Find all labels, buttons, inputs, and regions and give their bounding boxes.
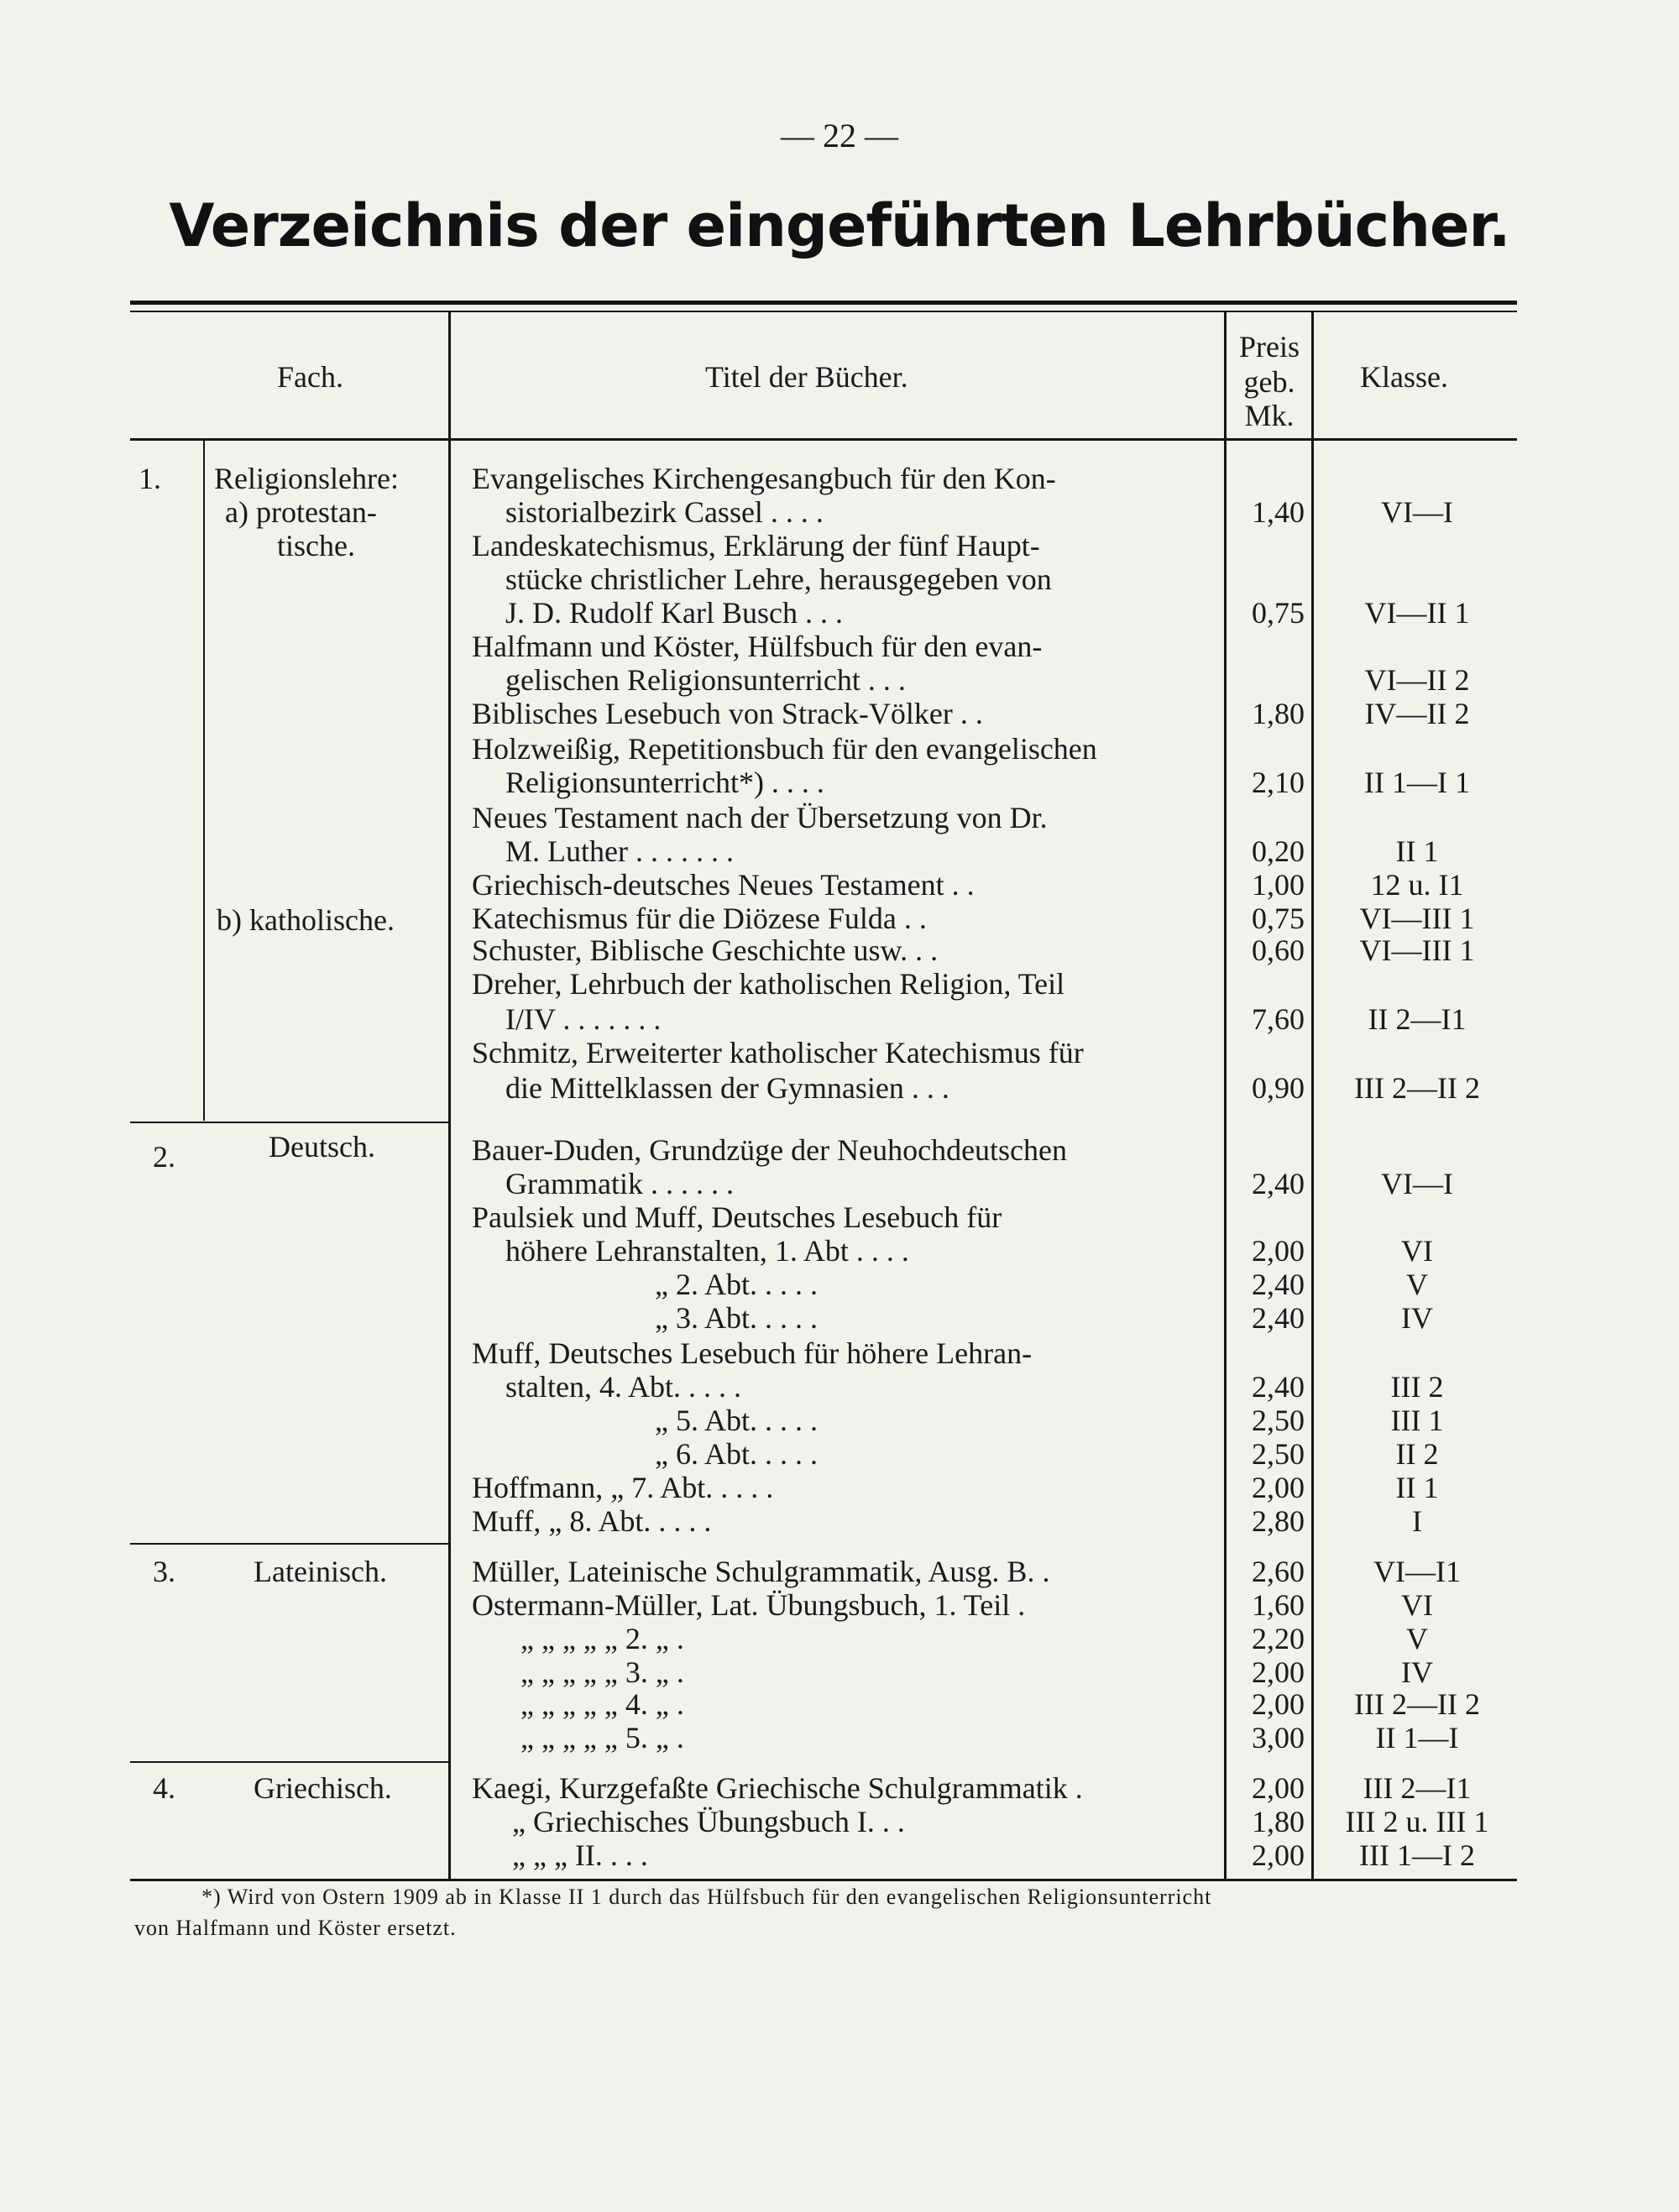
- top-rule-thick: [130, 301, 1517, 305]
- price: 2,00: [1252, 1471, 1305, 1504]
- sep-rule-1: [130, 1122, 449, 1123]
- section-4-name: Griechisch.: [254, 1771, 392, 1805]
- footnote-line-1: *) Wird von Ostern 1909 ab in Klasse II 1 durch das Hülfsbuch für den evangelischen Religionsunterricht: [201, 1885, 1212, 1909]
- title-line: „ 3. Abt. . . . .: [655, 1301, 818, 1335]
- price: 2,20: [1252, 1622, 1305, 1655]
- title-line: „ „ „ „ „ 3. „ .: [520, 1655, 684, 1689]
- section-2-number: 2.: [153, 1140, 175, 1174]
- price: 1,40: [1252, 495, 1305, 529]
- price: 0,75: [1252, 902, 1305, 935]
- title-line: höhere Lehranstalten, 1. Abt . . . .: [505, 1234, 909, 1268]
- title-line: M. Luther . . . . . . .: [505, 834, 734, 868]
- klasse: III 2: [1390, 1370, 1444, 1404]
- price: 2,40: [1252, 1167, 1305, 1200]
- price: 0,60: [1252, 933, 1305, 967]
- header-preis-3: Mk.: [1244, 399, 1295, 432]
- klasse: I: [1412, 1504, 1422, 1538]
- title-line: Holzweißig, Repetitionsbuch für den evangelischen: [472, 732, 1097, 766]
- header-titel: Titel der Bücher.: [705, 360, 908, 394]
- klasse: VI—III 1: [1359, 902, 1475, 935]
- col-line-preis-klasse: [1311, 312, 1314, 1880]
- price: 1,00: [1252, 868, 1305, 902]
- klasse: II 2: [1395, 1437, 1439, 1471]
- klasse: VI: [1401, 1234, 1433, 1268]
- klasse: II 2—I1: [1368, 1002, 1467, 1036]
- header-preis-2: geb.: [1243, 365, 1295, 399]
- klasse: III 2 u. III 1: [1345, 1805, 1489, 1838]
- price: 0,90: [1252, 1071, 1305, 1105]
- title-line: Kaegi, Kurzgefaßte Griechische Schulgrammatik .: [472, 1771, 1083, 1805]
- col-line-fach-titel: [448, 312, 451, 1880]
- klasse: V: [1406, 1622, 1428, 1655]
- klasse: VI—II 1: [1364, 596, 1470, 630]
- price: 1,80: [1252, 697, 1305, 730]
- klasse: V: [1406, 1268, 1428, 1301]
- price: 2,80: [1252, 1504, 1305, 1538]
- section-3-name: Lateinisch.: [254, 1555, 387, 1588]
- price: 2,40: [1252, 1268, 1305, 1301]
- title-line: Griechisch-deutsches Neues Testament . .: [472, 868, 975, 902]
- title-line: „ 2. Abt. . . . .: [655, 1268, 818, 1301]
- price: 2,00: [1252, 1234, 1305, 1268]
- price: 1,80: [1252, 1805, 1305, 1838]
- klasse: III 1—I 2: [1359, 1838, 1475, 1872]
- title-line: „ „ „ „ „ 4. „ .: [520, 1687, 684, 1721]
- col-line-fach-inner: [203, 441, 205, 1121]
- sep-rule-2: [130, 1543, 449, 1545]
- klasse: III 2—II 2: [1354, 1687, 1480, 1721]
- title-line: Landeskatechismus, Erklärung der fünf Haupt-: [472, 529, 1040, 562]
- klasse: II 1—I: [1375, 1721, 1459, 1754]
- title-line: Neues Testament nach der Übersetzung von Dr.: [472, 801, 1048, 834]
- title-line: Biblisches Lesebuch von Strack-Völker . .: [472, 697, 983, 730]
- title-line: I/IV . . . . . . .: [505, 1002, 662, 1036]
- page-title: Verzeichnis der eingeführten Lehrbücher.: [169, 191, 1510, 260]
- price: 2,00: [1252, 1838, 1305, 1872]
- title-line: stalten, 4. Abt. . . . .: [505, 1370, 741, 1404]
- price: 2,50: [1252, 1404, 1305, 1437]
- price: 2,40: [1252, 1370, 1305, 1404]
- klasse: IV—II 2: [1364, 697, 1470, 730]
- title-line: Schmitz, Erweiterter katholischer Katechismus für: [472, 1036, 1084, 1069]
- title-line: Muff, „ 8. Abt. . . . .: [472, 1504, 712, 1538]
- price: 2,00: [1252, 1771, 1305, 1805]
- title-line: Muff, Deutsches Lesebuch für höhere Lehran-: [472, 1336, 1033, 1370]
- klasse: II 1: [1395, 1471, 1439, 1504]
- section-1b-label: b) katholische.: [217, 903, 395, 937]
- top-rule-thin: [130, 311, 1517, 312]
- klasse: VI—II 2: [1364, 663, 1470, 697]
- klasse: IV: [1401, 1301, 1433, 1335]
- klasse: VI—I: [1381, 495, 1453, 529]
- title-line: „ „ „ „ „ 2. „ .: [520, 1622, 684, 1655]
- section-1a-label-2: tische.: [277, 529, 355, 562]
- title-line: Müller, Lateinische Schulgrammatik, Ausg. B. .: [472, 1555, 1050, 1588]
- title-line: stücke christlicher Lehre, herausgegeben von: [505, 562, 1052, 596]
- klasse: III 2—II 2: [1354, 1071, 1480, 1105]
- price: 0,20: [1252, 834, 1305, 868]
- title-line: „ „ „ II. . . .: [512, 1838, 648, 1872]
- price: 1,60: [1252, 1588, 1305, 1622]
- sep-rule-3: [130, 1761, 449, 1763]
- price: 3,00: [1252, 1721, 1305, 1754]
- klasse: 12 u. I1: [1370, 868, 1464, 902]
- klasse: II 1—I 1: [1364, 766, 1470, 799]
- price: 2,10: [1252, 766, 1305, 799]
- title-line: gelischen Religionsunterricht . . .: [505, 663, 906, 697]
- title-line: Bauer-Duden, Grundzüge der Neuhochdeutschen: [472, 1133, 1068, 1167]
- section-1-number: 1.: [139, 462, 161, 495]
- title-line: Hoffmann, „ 7. Abt. . . . .: [472, 1471, 774, 1504]
- title-line: sistorialbezirk Cassel . . . .: [505, 495, 824, 529]
- title-line: Dreher, Lehrbuch der katholischen Religion, Teil: [472, 967, 1065, 1001]
- header-preis-1: Preis: [1239, 330, 1300, 363]
- klasse: III 1: [1390, 1404, 1444, 1437]
- header-rule: [130, 438, 1517, 441]
- price: 0,75: [1252, 596, 1305, 630]
- page-number: — 22 —: [781, 117, 898, 154]
- klasse: II 1: [1395, 834, 1439, 868]
- title-line: Grammatik . . . . . .: [505, 1167, 734, 1200]
- klasse: VI: [1401, 1588, 1433, 1622]
- price: 2,00: [1252, 1655, 1305, 1689]
- title-line: „ „ „ „ „ 5. „ .: [520, 1721, 684, 1754]
- title-line: Katechismus für die Diözese Fulda . .: [472, 902, 927, 935]
- price: 2,60: [1252, 1555, 1305, 1588]
- klasse: III 2—I1: [1363, 1771, 1472, 1805]
- title-line: Ostermann-Müller, Lat. Übungsbuch, 1. Teil .: [472, 1588, 1026, 1622]
- title-line: Paulsiek und Muff, Deutsches Lesebuch für: [472, 1200, 1002, 1234]
- section-1-name: Religionslehre:: [214, 462, 399, 495]
- klasse: VI—III 1: [1359, 933, 1475, 967]
- section-4-number: 4.: [153, 1771, 175, 1805]
- section-3-number: 3.: [153, 1555, 175, 1588]
- col-line-titel-preis: [1224, 312, 1227, 1880]
- title-line: „ 6. Abt. . . . .: [655, 1437, 818, 1471]
- klasse: VI—I: [1381, 1167, 1453, 1200]
- header-fach: Fach.: [277, 360, 343, 394]
- price: 2,40: [1252, 1301, 1305, 1335]
- title-line: Halfmann und Köster, Hülfsbuch für den evan-: [472, 630, 1043, 663]
- title-line: Religionsunterricht*) . . . .: [505, 766, 824, 799]
- bottom-rule: [130, 1879, 1517, 1881]
- title-line: J. D. Rudolf Karl Busch . . .: [505, 596, 843, 630]
- footnote-line-2: von Halfmann und Köster ersetzt.: [134, 1916, 457, 1940]
- klasse: IV: [1401, 1655, 1433, 1689]
- price: 2,00: [1252, 1687, 1305, 1721]
- title-line: Schuster, Biblische Geschichte usw. . .: [472, 933, 939, 967]
- title-line: Evangelisches Kirchengesangbuch für den Kon-: [472, 462, 1056, 495]
- title-line: „ 5. Abt. . . . .: [655, 1404, 818, 1437]
- title-line: die Mittelklassen der Gymnasien . . .: [505, 1071, 949, 1105]
- header-klasse: Klasse.: [1360, 360, 1448, 394]
- title-line: „ Griechisches Übungsbuch I. . .: [512, 1805, 905, 1838]
- klasse: VI—I1: [1373, 1555, 1461, 1588]
- price: 7,60: [1252, 1002, 1305, 1036]
- price: 2,50: [1252, 1437, 1305, 1471]
- section-1a-label-1: a) protestan-: [225, 495, 377, 529]
- section-2-name: Deutsch.: [269, 1130, 375, 1164]
